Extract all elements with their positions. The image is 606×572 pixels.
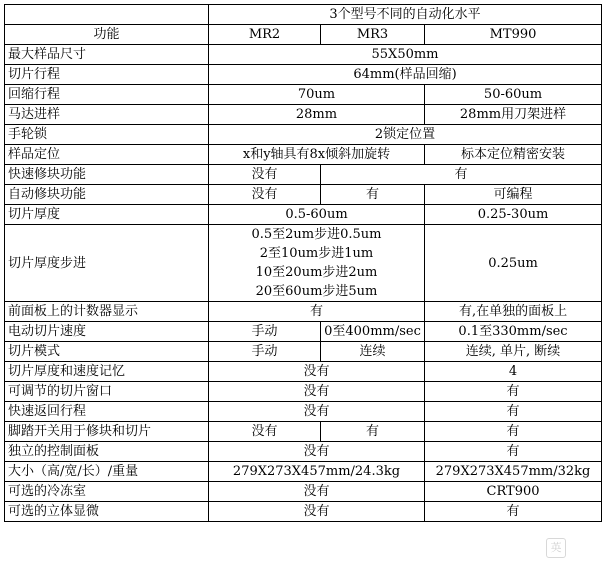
cell-value: 没有: [209, 502, 425, 522]
watermark-icon: 英: [546, 538, 566, 558]
table-header-row: [5, 25, 602, 45]
cell-value: 没有: [209, 482, 425, 502]
row-label: 独立的控制面板: [5, 442, 209, 462]
cell-value: 没有: [209, 185, 321, 205]
row-label: 电动切片速度: [5, 322, 209, 342]
cell-value: 55X50mm: [209, 45, 602, 65]
cell-value: 64mm(样品回缩): [209, 65, 602, 85]
cell-value: 没有: [209, 402, 425, 422]
row-label: 样品定位: [5, 145, 209, 165]
corner-cell: [5, 5, 209, 25]
cell-value: 有: [425, 442, 602, 462]
step-line: 20至60um步进5um: [255, 284, 378, 299]
table-row: [5, 85, 602, 105]
cell-value: 有: [321, 422, 425, 442]
cell-value: 没有: [209, 165, 321, 185]
table-row: [5, 342, 602, 362]
table-row: [5, 165, 602, 185]
table-row: [5, 382, 602, 402]
cell-value: 有,在单独的面板上: [425, 302, 602, 322]
row-label: 快速修块功能: [5, 165, 209, 185]
row-label: 前面板上的计数器显示: [5, 302, 209, 322]
row-label: 最大样品尺寸: [5, 45, 209, 65]
row-label: 快速返回行程: [5, 402, 209, 422]
cell-value: 连续: [321, 342, 425, 362]
cell-value: 279X273X457mm/32kg: [425, 462, 602, 482]
cell-value: x和y轴具有8x倾斜加旋转: [209, 145, 425, 165]
step-line: 2至10um步进1um: [259, 246, 374, 261]
cell-value: 有: [321, 165, 602, 185]
row-label: 可调节的切片窗口: [5, 382, 209, 402]
table-row: [5, 362, 602, 382]
col-function-header: 功能: [5, 25, 209, 45]
cell-value: 0.1至330mm/sec: [425, 322, 602, 342]
row-label: 切片厚度和速度记忆: [5, 362, 209, 382]
cell-value: 有: [321, 185, 425, 205]
table-row: [5, 65, 602, 85]
cell-value: 有: [209, 302, 425, 322]
table-row: [5, 205, 602, 225]
spec-comparison-table: [4, 4, 602, 522]
cell-value: 28mm用刀架进样: [425, 105, 602, 125]
table-row: [5, 402, 602, 422]
cell-value: 28mm: [209, 105, 425, 125]
cell-value-multiline: [209, 225, 425, 302]
row-label: 自动修块功能: [5, 185, 209, 205]
cell-value: 有: [425, 402, 602, 422]
cell-value: 有: [425, 382, 602, 402]
table-row: [5, 322, 602, 342]
table-row: [5, 185, 602, 205]
cell-value: 连续, 单片, 断续: [425, 342, 602, 362]
table-row: [5, 105, 602, 125]
cell-value: 有: [425, 502, 602, 522]
col-mr3-header: MR3: [321, 25, 425, 45]
cell-value: 4: [425, 362, 602, 382]
cell-value: CRT900: [425, 482, 602, 502]
table-row: [5, 442, 602, 462]
cell-value: 没有: [209, 442, 425, 462]
cell-value: 0.25um: [425, 225, 602, 302]
cell-value: 70um: [209, 85, 425, 105]
cell-value: 279X273X457mm/24.3kg: [209, 462, 425, 482]
step-line: 10至20um步进2um: [255, 265, 378, 280]
table-row: [5, 302, 602, 322]
row-label: 可选的冷冻室: [5, 482, 209, 502]
table-row: [5, 125, 602, 145]
cell-value: 2锁定位置: [209, 125, 602, 145]
cell-value: 没有: [209, 382, 425, 402]
col-mr2-header: MR2: [209, 25, 321, 45]
row-label: 回缩行程: [5, 85, 209, 105]
cell-value: 手动: [209, 322, 321, 342]
cell-value: 没有: [209, 362, 425, 382]
row-label: 可选的立体显微: [5, 502, 209, 522]
step-line: 0.5至2um步进0.5um: [251, 227, 382, 242]
row-label: 手轮锁: [5, 125, 209, 145]
table-row: [5, 225, 602, 302]
row-label: 脚踏开关用于修块和切片: [5, 422, 209, 442]
table-row: [5, 482, 602, 502]
cell-value: 手动: [209, 342, 321, 362]
row-label: 切片厚度步进: [5, 225, 209, 302]
table-row: [5, 145, 602, 165]
table-row: [5, 502, 602, 522]
cell-value: 0.25-30um: [425, 205, 602, 225]
cell-value: 有: [425, 422, 602, 442]
cell-value: 0.5-60um: [209, 205, 425, 225]
table-row: [5, 5, 602, 25]
col-mt990-header: MT990: [425, 25, 602, 45]
cell-value: 可编程: [425, 185, 602, 205]
table-row: [5, 462, 602, 482]
row-label: 大小（高/宽/长）/重量: [5, 462, 209, 482]
row-label: 切片模式: [5, 342, 209, 362]
row-label: 切片厚度: [5, 205, 209, 225]
row-label: 马达进样: [5, 105, 209, 125]
row-label: 切片行程: [5, 65, 209, 85]
table-row: [5, 422, 602, 442]
cell-value: 标本定位精密安装: [425, 145, 602, 165]
cell-value: 0至400mm/sec: [321, 322, 425, 342]
table-row: [5, 45, 602, 65]
group-header: 3个型号不同的自动化水平: [209, 5, 602, 25]
cell-value: 50-60um: [425, 85, 602, 105]
cell-value: 没有: [209, 422, 321, 442]
